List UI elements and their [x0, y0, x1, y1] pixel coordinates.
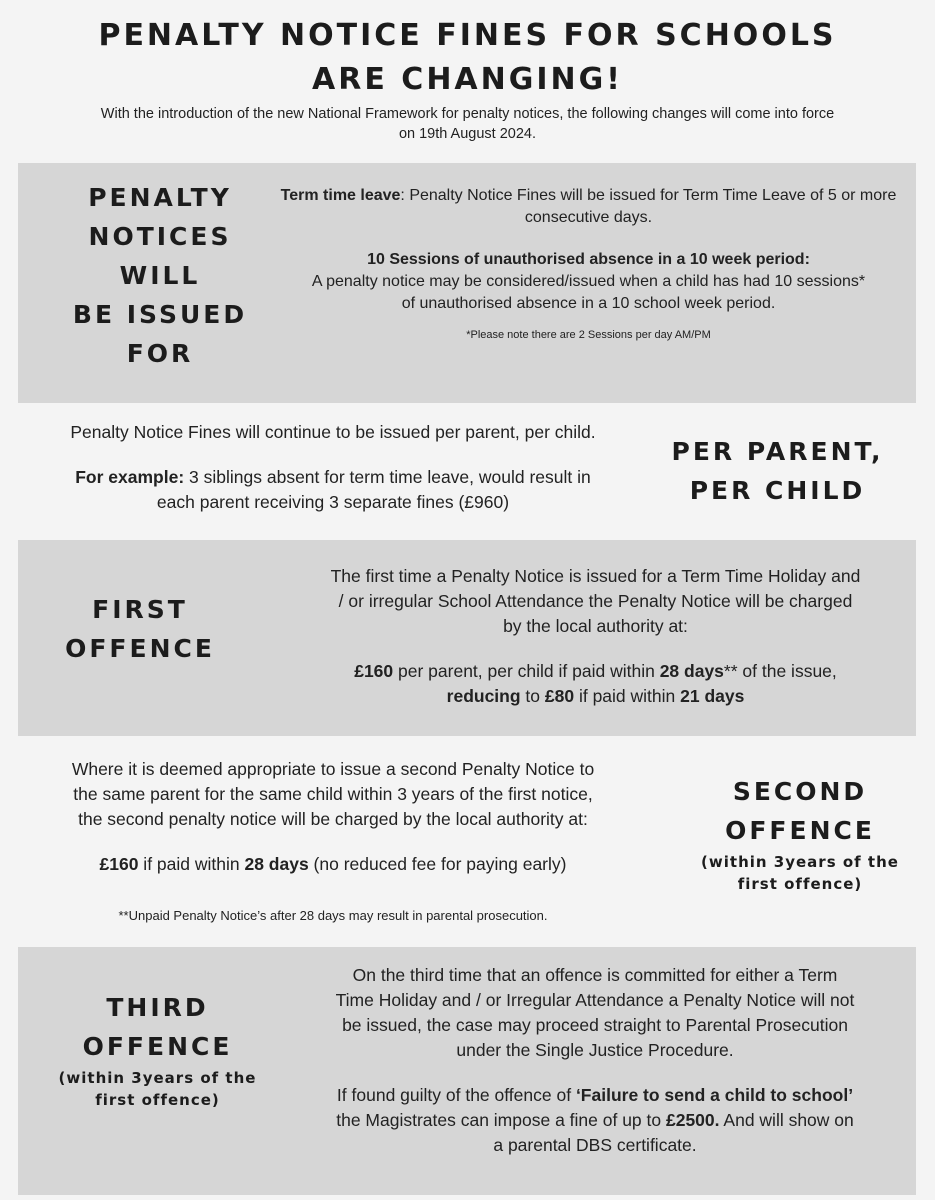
heading-line: PENALTY [88, 183, 232, 212]
second-if-paid: if paid within [138, 854, 245, 874]
third-line-2: Time Holiday and / or Irregular Attendance a Penalty Notice will not [335, 990, 855, 1010]
third-offence-text [280, 963, 910, 1158]
fine-tail: And will show on [719, 1110, 854, 1130]
first-offence-text [278, 564, 913, 709]
sessions-note: *Please note there are 2 Sessions per day AM/PM [466, 329, 711, 341]
per-child-line-1: Penalty Notice Fines will continue to be issued per parent, per child. [70, 422, 596, 442]
heading-line: NOTICES [88, 222, 232, 251]
fine-text: the Magistrates can impose a fine of up to [336, 1110, 666, 1130]
second-tail: (no reduced fee for paying early) [308, 854, 567, 874]
term-time-label: Term time leave [280, 187, 401, 204]
second-line-2: the same parent for the same child within 3 years of the first notice, [73, 784, 593, 804]
heading-line: SECOND [732, 777, 868, 806]
sessions-paragraph [262, 249, 915, 315]
offence-name: ‘Failure to send a child to school’ [575, 1085, 854, 1105]
sessions-line-1: A penalty notice may be considered/issued when a child has had 10 sessions* [311, 273, 866, 290]
term-time-text: : Penalty Notice Fines will be issued for Term Time Leave of 5 or more consecutive days. [400, 187, 897, 226]
issued-section-heading [60, 178, 260, 373]
subheading-line: (within 3years of the [701, 853, 899, 871]
first-offence-heading [40, 590, 240, 668]
subheading-line: first offence) [95, 1091, 220, 1109]
heading-line: OFFENCE [82, 1032, 233, 1061]
first-amount: £160 [354, 661, 394, 681]
second-days: 28 days [244, 854, 309, 874]
subheading-line: first offence) [737, 875, 863, 893]
second-offence-subheading [680, 851, 920, 895]
first-line-1: The first time a Penalty Notice is issued for a Term Time Holiday and [330, 566, 861, 586]
heading-line: PER CHILD [689, 476, 866, 505]
to-text: to [520, 686, 545, 706]
guilty-text: If found guilty of the offence of [336, 1085, 576, 1105]
per-child-heading [650, 432, 905, 510]
example-line-2: each parent receiving 3 separate fines (£960) [156, 492, 510, 512]
first-line-3: by the local authority at: [503, 616, 688, 636]
first-reduced-line [278, 684, 913, 709]
fine-amount: £2500. [665, 1110, 720, 1130]
second-amount-line [18, 852, 648, 877]
reducing-label: reducing [446, 686, 521, 706]
issued-section-text [262, 185, 915, 343]
example-label: For example: [75, 467, 185, 487]
heading-line: OFFENCE [65, 634, 215, 663]
heading-line: WILL [119, 261, 201, 290]
heading-line: BE ISSUED [72, 300, 248, 329]
second-line-3: the second penalty notice will be charged by the local authority at: [78, 809, 588, 829]
intro-line-2: on 19th August 2024. [398, 126, 537, 142]
intro-line-1: With the introduction of the new National Framework for penalty notices, the following changes will come into force [100, 106, 835, 122]
sessions-label: 10 Sessions of unauthorised absence in a 10 week period: [367, 251, 810, 268]
sessions-line-2: of unauthorised absence in a 10 school week period. [401, 295, 776, 312]
term-time-paragraph [262, 185, 915, 229]
title-line-1: PENALTY NOTICE FINES FOR SCHOOLS [98, 18, 837, 53]
page-title [0, 14, 935, 102]
first-amount-line [278, 659, 913, 684]
if-paid-text: if paid within [574, 686, 681, 706]
unpaid-note: **Unpaid Penalty Notice’s after 28 days may result in parental prosecution. [118, 908, 548, 923]
heading-line: PER PARENT, [671, 437, 884, 466]
reduced-amount: £80 [544, 686, 575, 706]
heading-line: FIRST [92, 595, 188, 624]
third-offence-heading [30, 988, 285, 1066]
subheading-line: (within 3years of the [58, 1069, 257, 1087]
heading-line: FOR [126, 339, 194, 368]
first-after-days: ** of the issue, [723, 661, 837, 681]
heading-line: OFFENCE [725, 816, 875, 845]
third-line-3: be issued, the case may proceed straight to Parental Prosecution [342, 1015, 848, 1035]
first-line-2: / or irregular School Attendance the Penalty Notice will be charged [338, 591, 853, 611]
first-days: 28 days [659, 661, 724, 681]
first-amount-text: per parent, per child if paid within [393, 661, 660, 681]
fine-line [280, 1108, 910, 1133]
third-line-4: under the Single Justice Procedure. [456, 1040, 734, 1060]
intro-text [20, 104, 915, 144]
second-amount: £160 [99, 854, 139, 874]
per-child-text [18, 420, 648, 515]
example-line-1 [18, 465, 648, 490]
heading-line: THIRD [106, 993, 209, 1022]
guilty-line [280, 1083, 910, 1108]
second-line-1: Where it is deemed appropriate to issue a second Penalty Notice to [71, 759, 595, 779]
second-offence-text [18, 757, 648, 877]
title-line-2: ARE CHANGING! [312, 62, 623, 97]
third-offence-subheading [30, 1067, 285, 1111]
third-line-1: On the third time that an offence is committed for either a Term [352, 965, 838, 985]
dbs-line: a parental DBS certificate. [493, 1135, 697, 1155]
second-offence-heading [680, 772, 920, 850]
reduced-days: 21 days [680, 686, 745, 706]
example-text-1: 3 siblings absent for term time leave, would result in [184, 467, 591, 487]
